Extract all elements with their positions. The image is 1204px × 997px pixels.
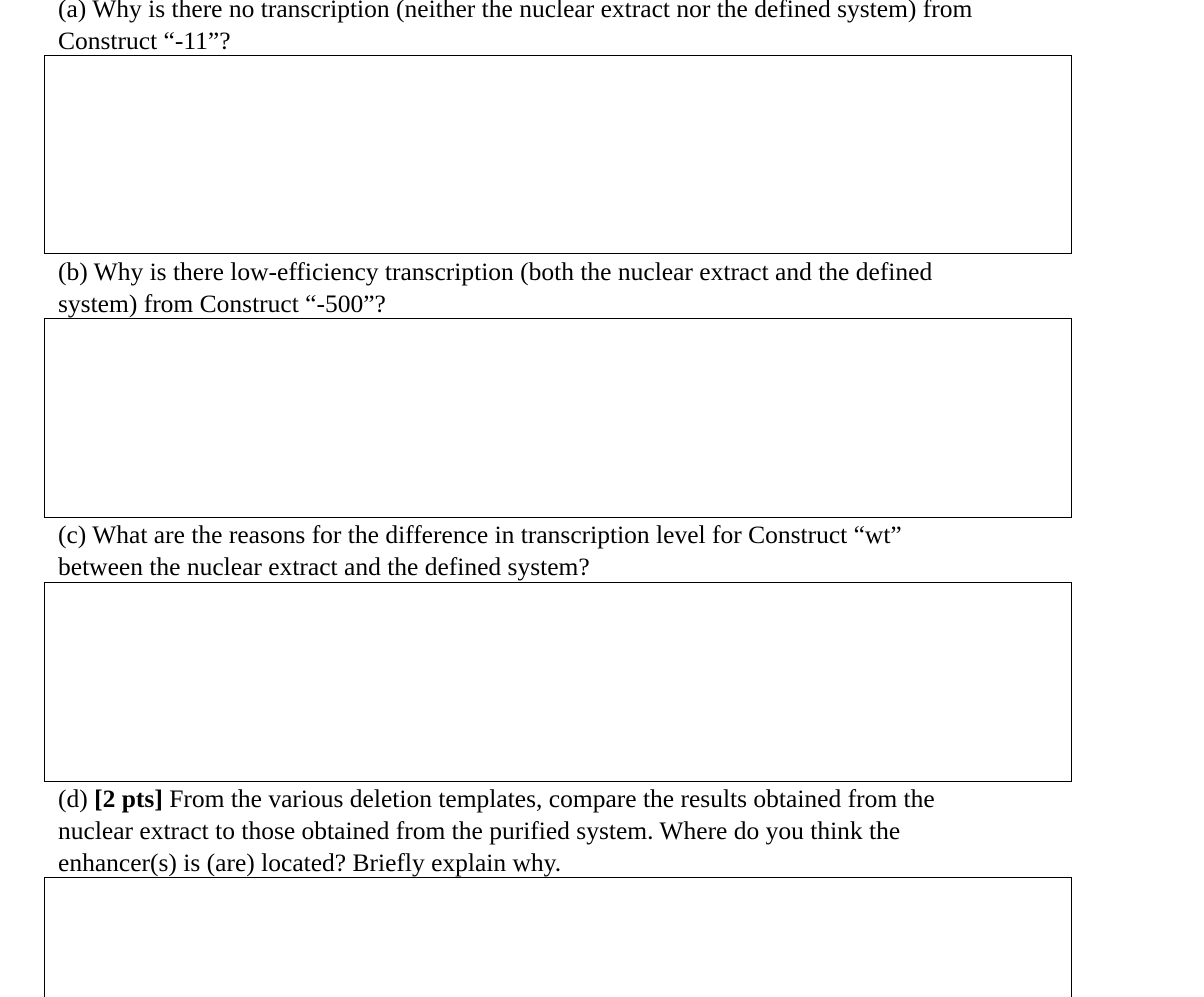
question-c-line-2: between the nuclear extract and the defined system? <box>58 552 590 581</box>
question-a-line-2: Construct “-11”? <box>58 26 231 55</box>
answer-box-d[interactable] <box>44 877 1072 997</box>
question-c <box>58 519 1058 583</box>
question-d-line-1 <box>58 783 1058 815</box>
question-b <box>58 256 1058 320</box>
answer-box-b[interactable] <box>44 318 1072 518</box>
answer-box-a[interactable] <box>44 55 1072 254</box>
question-d-line-2: nuclear extract to those obtained from the purified system. Where do you think the <box>58 816 901 845</box>
question-d <box>58 783 1058 879</box>
question-d-line-1-rest: From the various deletion templates, compare the results obtained from the <box>162 784 935 813</box>
question-a <box>58 0 1058 57</box>
question-b-line-2: system) from Construct “-500”? <box>58 289 386 318</box>
question-d-line-3: enhancer(s) is (are) located? Briefly explain why. <box>58 848 562 877</box>
answer-box-c[interactable] <box>44 582 1072 782</box>
question-d-points: [2 pts] <box>94 784 163 813</box>
question-c-line-1: (c) What are the reasons for the difference in transcription level for Construct “wt” <box>58 520 902 549</box>
question-d-prefix: (d) <box>58 784 95 813</box>
question-b-line-1: (b) Why is there low-efficiency transcription (both the nuclear extract and the defined <box>58 257 933 286</box>
question-a-line-1: (a) Why is there no transcription (neither the nuclear extract nor the defined system) from <box>58 0 973 23</box>
